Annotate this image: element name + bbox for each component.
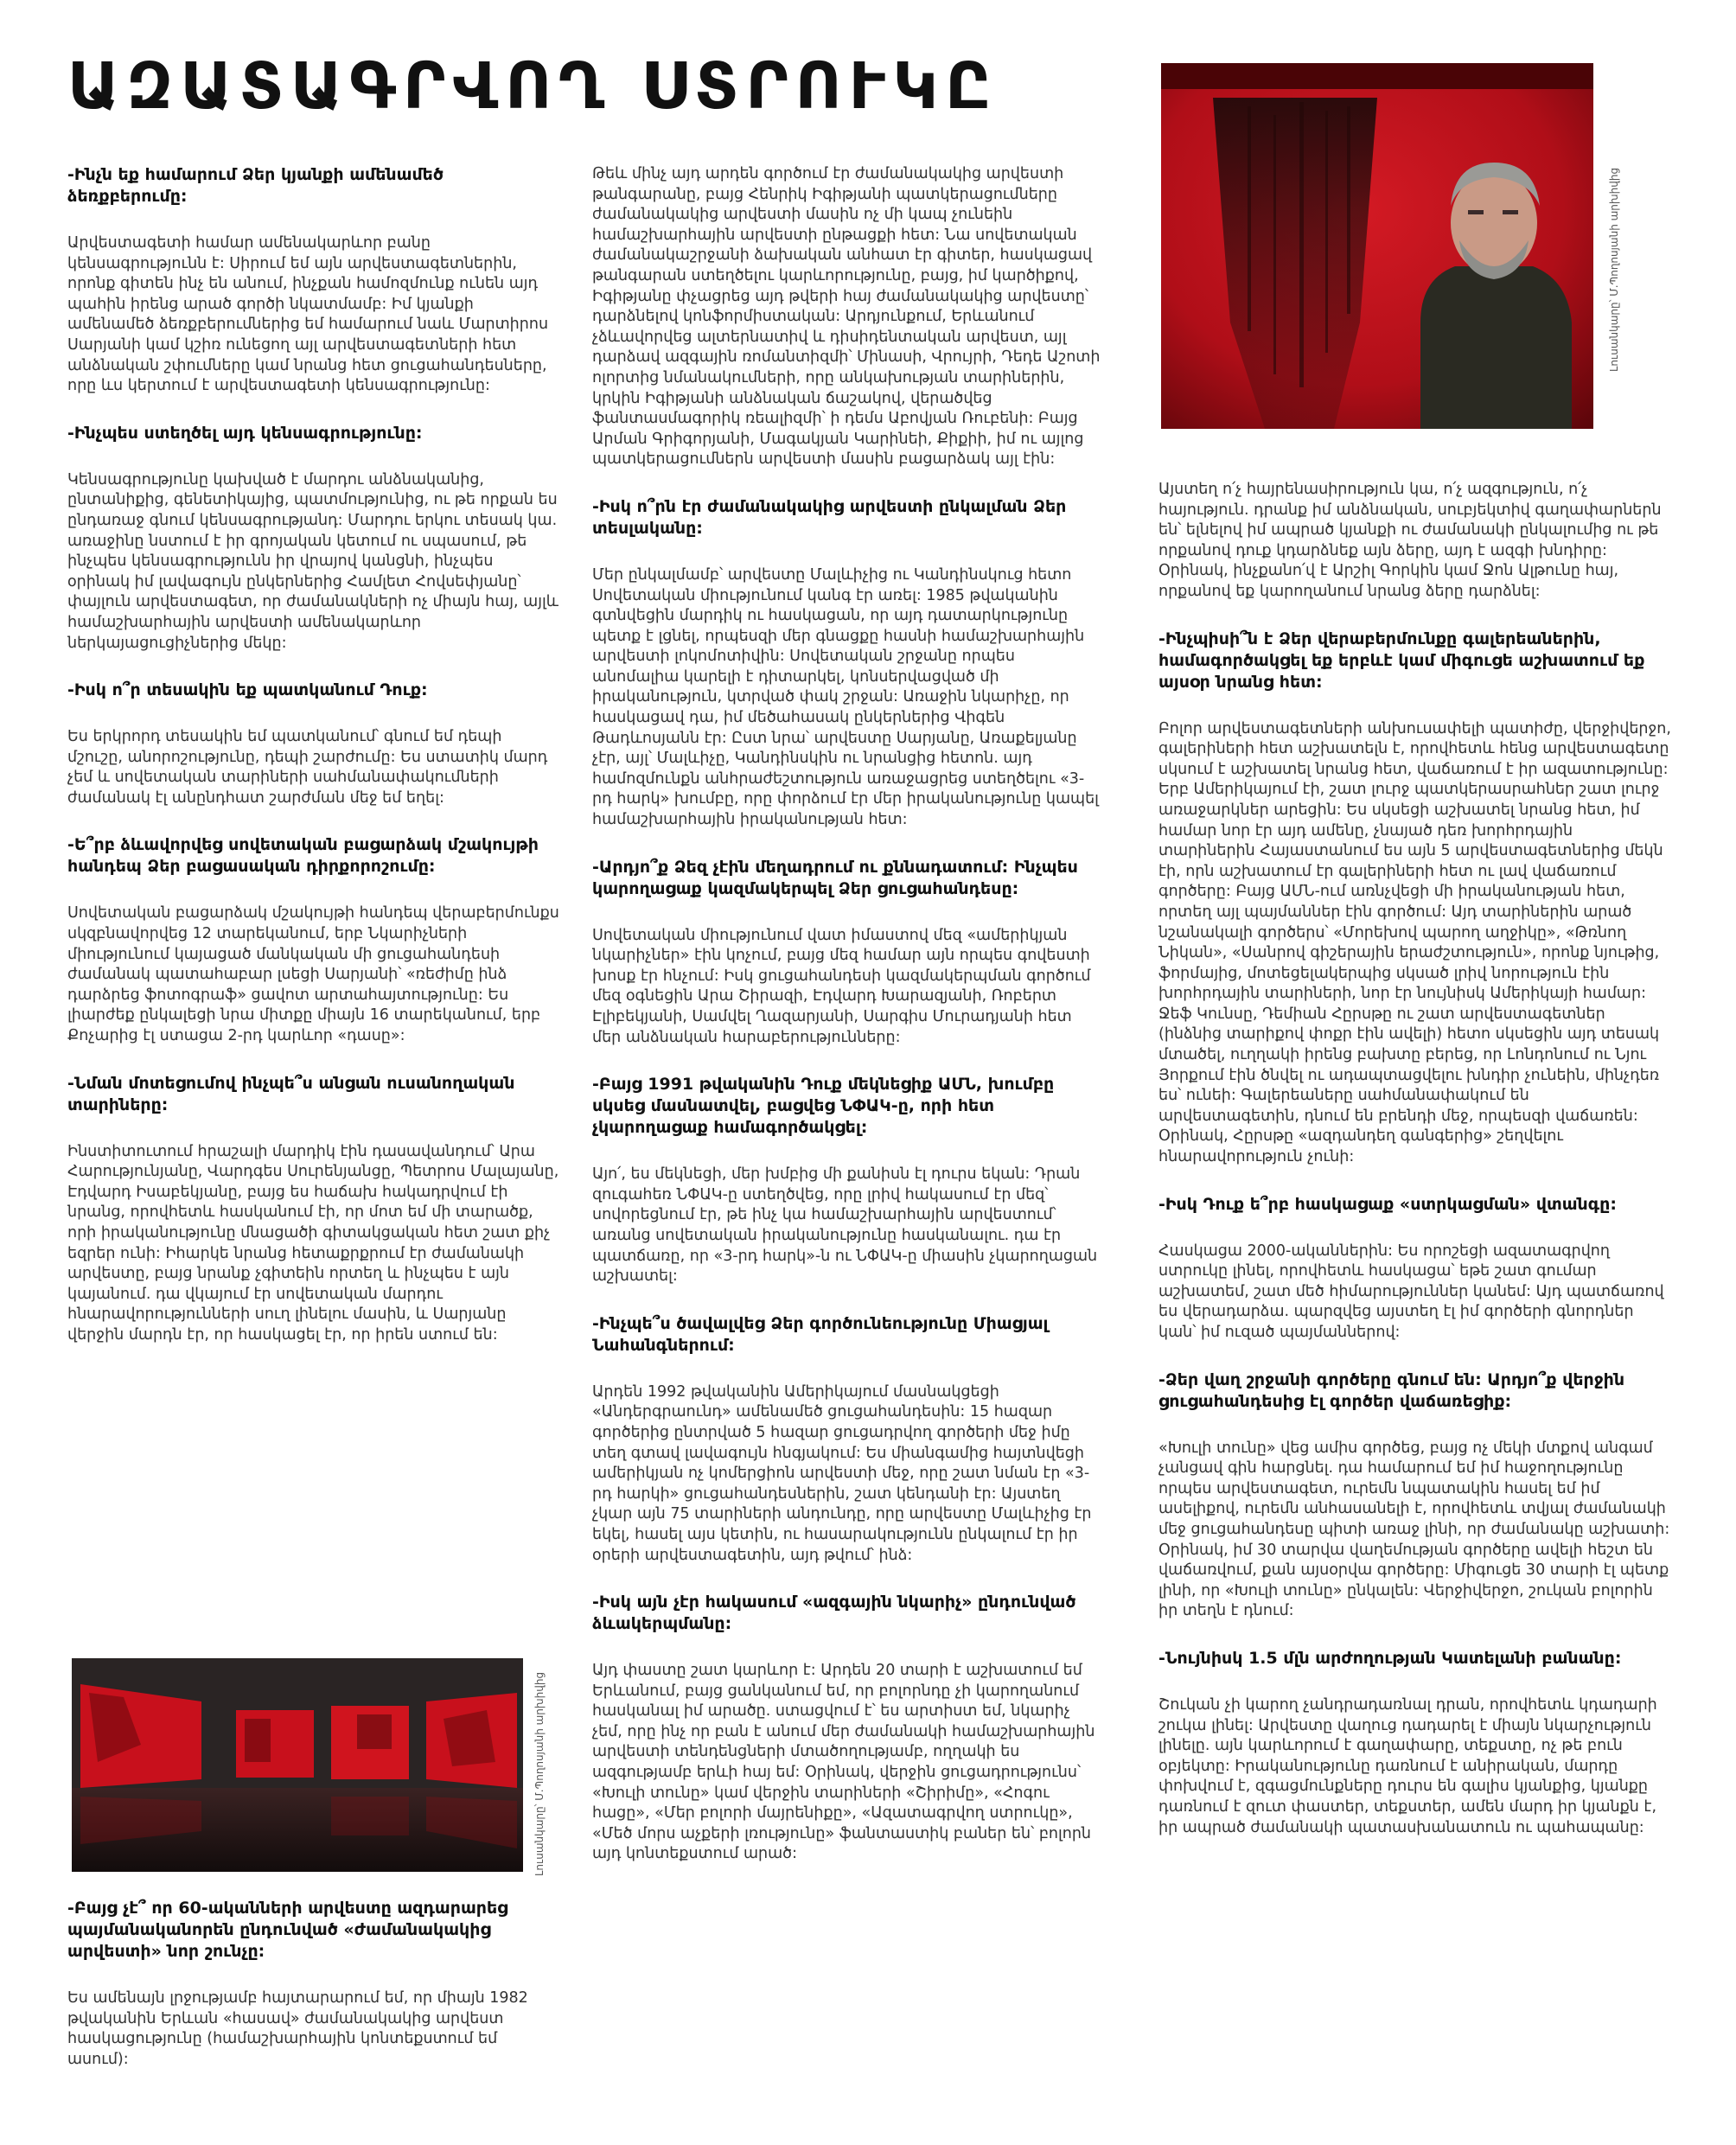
answer: Այստեղ ո՛չ հայրենասիրություն կա, ո՛չ ազգություն, ո՛չ հայություն. դրանք իմ անձնական, սուբյեկտիվ գաղափարներն են՝ ելնելով իմ ապրած կյանքի ու ժամանակի ընկալումից ու թե որքանով դուք կդարձնեք այն ձերը, այդ է ազգի խնդիրը: Օրինակ, ինչքանո՛վ է Արշիլ Գորկին կամ Ջոն Ալթունը հայ, որքանով եք կարողանում նրանց ձերը դարձնել: [1158, 481, 1662, 600]
answer: Թեև մինչ այդ արդեն գործում էր ժամանակակից արվեստի թանգարանը, բայց Հենրիկ Իգիթյանի պատկերացումները ժամանակակից արվեստի մասին ոչ մի կապ չունեին համաշխարհային արվեստի ընթացքի հետ: Նա սովետական ժամանակաշրջանի ձախական անհատ էր գիտեր, հասկացավ թանգարան ստեղծելու կարևորությունը, բայց, իմ կարծիքով, Իգիթյանը փչացրեց այդ թվերի հայ ժամանակակից արվեստը՝ դարձնելով կոնֆորմիստական: Արդյունքում, Երևանում չձևավորվեց ալտերնատիվ և դիսիդենտական արվեստ, այլ դարձավ ազգային ռոմանտիզմի՝ Մինասի, Վրույրի, Դեդե Աշոտի ոլորտից նմանակումների, որը անկախության տարիներին, կրկին Իգիթյանի անձնական ճաշակով, վերածվեց ֆանտասմագորիկ ռեալիզմի՝ ի դեմս Աբովյան Ռուբենի: Բայց Արման Գրիգորյանի, Մագակյան Կարինեի, Քիքիի, իմ ու այլոց պատկերացումներն արվեստի մասին բացարձակ այլ էին: [592, 165, 1101, 469]
question: -Արդյո՞ք Ձեզ չէին մեղադրում ու քննադատում: Ինչպես կարողացաք կազմակերպել Ձեր ցուցահանդեսը: [592, 857, 1078, 898]
qa-block [67, 423, 560, 654]
question: -Իսկ այն չէր հակասում «ազգային նկարիչ» ընդունված ձևակերպմանը: [592, 1593, 1076, 1634]
qa-block [592, 1313, 1102, 1566]
answer: Սովետական միությունում վատ իմաստով մեզ «ամերիկյան նկարիչներ» էին կոչում, բայց մեզ համար այն որպես գովեստի խոսք էր հնչում: Իսկ ցուցահանդեսի կազմակերպման գործում մեզ օգնեցին Արա Շիրազի, Էդվարդ Խարազյանի, Ռոբերտ Էլիբեկյանի, Սամվել Ղազարյանի, Սարգիս Մուրադյանի հետ մեր անձնական հարաբերությունները: [592, 926, 1091, 1046]
qa-block [67, 1073, 560, 1346]
gallery-photo-caption: Լուսանկարը՝ Մ.Պողոսյանի արխիվից [533, 1671, 546, 1876]
answer: Այդ փաստը շատ կարևոր է: Արդեն 20 տարի է աշխատում եմ Երևանում, բայց ցանկանում եմ, որ բոլորնդը չի կարողանում հասկանալ իմ արածը. ստացվում է՝ ես արտիստ եմ, նկարիչ չեմ, որը ինչ որ բան է անում մեր ժամանակի համաշխարհային արվեստի տենդենցների մտածողությամբ, ողղակի ես ազգությամբ երևի հայ եմ: Օրինակ, վերջին ցուցադրությունս՝ «Խուլի տունը» կամ վերջին տարիների «Շիրիմը», «Հոգու հացը», «Մեր բոլորի մայրենիքը», «Ազատագրվող ստրուկը», «Մեծ մորս աչքերի լռությունը» ֆանտաստիկ բաներ են՝ բոլորն այդ կոնտեքստում արած: [592, 1662, 1095, 1863]
artist-portrait-photo [1161, 63, 1593, 429]
question: -Նույնիսկ 1.5 մլն արժողության Կատելանի բանանը: [1158, 1648, 1622, 1668]
qa-block [592, 1592, 1102, 1865]
question: -Բայց չէ՞ որ 60-ականների արվեստը ազդարարեց պայմանականորեն ընդունված «ժամանակակից արվեստի» նոր շունչը: [67, 1899, 508, 1961]
answer: Այո՛, ես մեկնեցի, մեր խմբից մի քանիսն էլ դուրս եկան: Դրան զուգահեռ ՆՓԱԿ-ը ստեղծվեց, որը լրիվ հակասում էր մեզ՝ սովորեցնում էր, թե ինչ կա համաշխարհային արվեստում՝ առանց սովետական իրականությունը հասկանալու. դա էր պատճառը, որ «3-րդ հարկ»-ն ու ՆՓԱԿ-ը միասին չկարողացան աշխատել: [592, 1165, 1098, 1286]
qa-block [592, 857, 1102, 1049]
qa-block [1158, 1648, 1673, 1838]
question: -Իսկ ո՞ր տեսակին եք պատկանում Դուք: [67, 680, 428, 700]
answer: Արվեստագետի համար ամենակարևոր բանը կենսագրությունն է: Սիրում եմ այն արվեստագետներին, որոնք գիտեն ինչ են անում, ինչքան համոզմունք ունեն այդ պահին իրենց արած գործի նկատմամբ: Իմ կյանքի ամենամեծ ձեռքբերումներից եմ համարում նաև Մարտիրոս Սարյանի կամ կշիռ ունեցող այլ արվեստագետների հետ անձնական շփումները կամ նրանց հետ ցուցահանդեսները, որը ևս կերտում է արվեստագետի կենսագրությունը: [67, 234, 549, 395]
answer: Ինստիտուտում հրաշալի մարդիկ էին դասավանդում՝ Արա Հարությունյանը, Վարդգես Սուրենյանցը, Պետրոս Մալայանը, Էդվարդ Իսաբեկյանը, բայց ես հաճախ հակադրվում էի նրանց, որովհետև հասկանում էի, որ մոտ եմ մի տարածք, որի իրականությունը մնացածի գիտակցական հետ շատ քիչ եզրեր ունի: Իհարկե նրանց հետաքրքրում էր ժամանակի արվեստը, բայց նրանք չգիտեին որտեղ և ինչպես է այն կայանում. դա վկայում էր սովետական մարդու հնարավորությունների սուղ լինելու մասին, և Սարյանը վերջին մարդն էր, որ հասկացել էր, որ իրեն ստում են: [67, 1142, 559, 1344]
qa-block [1158, 629, 1673, 1168]
gallery-photo [72, 1658, 523, 1872]
qa-block [1158, 1194, 1673, 1344]
answer: Արդեն 1992 թվականին Ամերիկայում մասնակցեցի «Անդերգրաունդ» ամենամեծ ցուցահանդեսին: 15 հազար գործերից ընտրված 5 հազար ցուցադրվող գործերի մեջ իմը տեղ գտավ լավագույն հնգյակում: Ես միանգամից հայտնվեցի ամերիկյան ոչ կոմերցիոն արվեստի մեջ, որը շատ նման էր «3-րդ հարկի» ցուցահանդեսներին, շատ կենդանի էր: Այստեղ չկար այն 75 տարիների անդունդը, որը արվեստը Մալևիչից էր եկել, հասել այս կետին, ու հասարակությունն ընկալում էր իր օրերի արվեստագետին, այդ թվում՝ ինձ: [592, 1382, 1092, 1564]
question: -Ինչն եք համարում Ձեր կյանքի ամենամեծ ձեռքբերումը: [67, 165, 444, 206]
question: -Ե՞րբ ձևավորվեց սովետական բացարձակ մշակույթի հանդեպ Ձեր բացասական դիրքորոշումը: [67, 835, 539, 877]
qa-block [592, 164, 1102, 470]
qa-block [1158, 480, 1673, 603]
answer: Սովետական բացարձակ մշակույթի հանդեպ վերաբերմունքս սկզբնավորվեց 12 տարեկանում, երբ Նկարիչների միությունում կայացած մանկական մի ցուցահանդեսի ժամանակ պատահաբար լսեցի Սարյանի՝ «ռեժիմը ինձ դարձրեց ֆոտոգրաֆ» ցավոտ արտահայտությունը: Ես լիարժեք ընկալեցի նրա միտքը միայն 16 տարեկանում, երբ Քոչարից էլ ստացա 2-րդ կարևոր «դասը»: [67, 904, 559, 1045]
answer: Կենսագրությունը կախված է մարդու անձնականից, ընտանիքից, գենետիկայից, պատմությունից, ու թե որքան ես ընդառաջ գնում կենսագրությանդ: Մարդու երկու տեսակ կա. առաջինը նստում է իր գրոյական կետում ու սպասում, թե ինչպես կենսագրությունն իր վրայով կանցնի, ինչպես օրինակ իմ լավագույն ընկերներից Համլետ Հովսեփյանը՝ փայլուն արվեստագետ, որ ժամանակների ոչ միայն հայ, այլև համաշխարհային արվեստի ամենակարևոր ներկայացուցիչներից մեկը: [67, 470, 558, 652]
question: -Ձեր վաղ շրջանի գործերը գնում են: Արդյո՞ք վերջին ցուցահանդեսից էլ գործեր վաճառեցիք: [1158, 1369, 1625, 1411]
article-column-2 [592, 164, 1102, 2092]
question: -Ինչպիսի՞ն է Ձեր վերաբերմունքը գալերեաներին, համագործակցել եք երբևէ կամ միգուցե աշխատում եք այսօր նրանց հետ: [1158, 629, 1645, 692]
question: -Իսկ Դուք ե՞րբ հասկացաք «ստրկացման» վտանգը: [1158, 1194, 1617, 1214]
article-title: ԱԶԱՏԱԳՐՎՈՂ ՍՏՐՈՒԿԸ [67, 49, 999, 124]
portrait-photo-caption: Լուսանկարը՝ Մ.Պողոսյանի արխիվից [1608, 167, 1620, 372]
answer: Մեր ընկալմամբ՝ արվեստը Մալևիչից ու Կանդինսկուց հետո Սովետական միությունում կանգ էր առել: 1985 թվականին գտնվեցին մարդիկ ու հասկացան, որ այդ դատարկությունը պետք է լցնել, որպեսզի մեր գնացքը հասնի համաշխարհային արվեստի լոկոմոտիվին: Սովետական շրջանը որպես անոմալիա կարելի է դիտարկել, կոնսերվացված մի իրականություն, կտրված փակ շրջան: Առաջին նկարիչը, որ հասկացավ դա, իմ մեծահասակ ընկերներից Վիգեն Թադևոսյանն էր: Ըստ նրա՝ արվեստը Սարյանը, Առաքելյանը չէր, այլ՝ Մալևիչը, Կանդինսկին ու նրանցից հետոն. այդ համոզմունքն անհրաժեշտություն առաջացրեց ստեղծելու «3-րդ հարկ» խումբը, որը փորձում էր մեր իրականությունը կապել համաշխարհային իրականության հետ: [592, 565, 1099, 829]
answer: Բոլոր արվեստագետների անխուսափելի պատիժը, վերջիվերջո, գալերիների հետ աշխատելն է, որովհետև հենց արվեստագետը սկսում է աշխատել նրանց հետ, վաճառում է իր ազատությունը: Երբ Ամերիկայում էի, շատ լուրջ պատկերասրահներ շատ լուրջ առաջարկներ արեցին: Ես սկսեցի աշխատել նրանց հետ, իմ համար նոր էր այդ ամենը, չնայած դեռ խորհրդային տարիներին Հայաստանում ես այն 5 արվեստագետներից մեկն էի, որն աշխատում էր գալերիների հետ ու լավ վաճառում գործերը: Բայց ԱՄՆ-ում առնչվեցի մի իրականության հետ, որտեղ այլ պայմաններ էին գործում: Այդ տարիներին արած նշանակալի գործերս՝ «Մորեխով պարող աղջիկը», «Թռնող Նիկան», «Սանրով գիշերային երաժշտություն», որոնք նյութից, ֆորմայից, մոտեցելակերպից սկսած լրիվ նորություն էին խորհրդային տարիների, նոր էր նույնիսկ Ամերիկայի համար: Ջեֆ Կունսը, Դեմիան Հըրսթը ու շատ արվեստագետներ (ինձնից տարիքով փոքր էին ավելի) հետո սկսեցին այդ տեսակ մտածել, ուղղակի իրենց բախտը բերեց, որ Լոնդոնում ու Նյու Յորքում էին ծնվել ու ադապտացվելու խնդիր չունեին, մինչդեռ ես՝ ունեի: Գալերեաները սահմանափակում են արվեստագետին, դնում են բրենդի մեջ, որպեսզի վաճառեն: Օրինակ, Հըրսթը «ազդանդեղ գանգերից» շեղվելու հնարավորություն չունի: [1158, 719, 1671, 1166]
question: -Իսկ ո՞րն էր ժամանակակից արվեստի ընկալման Ձեր տեսլականը: [592, 496, 1067, 538]
question: -Բայց 1991 թվականին Դուք մեկնեցիք ԱՄՆ, խումբը սկսեց մասնատվել, բացվեց ՆՓԱԿ-ը, որի հետ չկարողացաք համագործակցել: [592, 1075, 1055, 1138]
question: -Ինչպե՞ս ծավալվեց Ձեր գործունեությունը Միացյալ Նահանգներում: [592, 1313, 1049, 1355]
question: -Ինչպես ստեղծել այդ կենսագրությունը: [67, 423, 423, 443]
answer: Հասկացա 2000-ականներին: Ես որոշեցի ազատագրվող ստրուկը լինել, որովհետև հասկացա՝ եթե շատ գումար աշխատեմ, շատ մեծ հիմարություններ կանեմ: Այդ պատճառով ես վերադարձա. պարզվեց այստեղ էլ իմ գործերի գնորդներ կան՝ իմ ուզած պայմաններով: [1158, 1242, 1664, 1341]
answer: Ես ամենայն լրջությամբ հայտարարում եմ, որ միայն 1982 թվականին Երևան «հասավ» ժամանակակից արվեստ հասկացությունը (համաշխարհային կոնտեքստում եմ ասում): [67, 1989, 528, 2068]
qa-block [67, 680, 560, 808]
qa-block [592, 1074, 1102, 1287]
answer: Ես երկրորդ տեսակին եմ պատկանում՝ գնում եմ դեպի մշուշը, անորոշությունը, դեպի շարժումը: Ես ստատիկ մարդ չեմ և սովետական տարիների սահմանափակումների ժամանակ էլ անընդհատ շարժման մեջ եմ եղել: [67, 728, 548, 807]
qa-block [67, 1898, 560, 2070]
qa-block [67, 164, 560, 397]
answer: «Խուլի տունը» վեց ամիս գործեց, բայց ոչ մեկի մտքով անգամ չանցավ գին հարցնել. դա համարում եմ իմ հաջողությունը որպես արվեստագետ, ուրեմն նպատակին հասել եմ իմ ասելիքով, ուրեմն անհասանելի է, որովհետև տվյալ ժամանակի մեջ ցուցահանդեսը պիտի առաջ լինի, որ ժամանակը աշխատի: Օրինակ, իմ 30 տարվա վաղեմության գործերը ավելի հեշտ են վաճառվում, քան այսօրվա գործերը: Միգուցե 30 տարի էլ պետք լինի, որ «Խուլի տունը» ընկալեն: Վերջիվերջո, շուկան բոլորին իր տեղն է դնում: [1158, 1439, 1670, 1620]
qa-block [67, 834, 560, 1046]
qa-block [592, 496, 1102, 831]
question: -Նման մոտեցումով ինչպե՞ս անցան ուսանողական տարիները: [67, 1073, 515, 1114]
article-column-1-continued [67, 1898, 560, 2131]
qa-block [1158, 1369, 1673, 1622]
article-column-3 [1158, 480, 1673, 2032]
answer: Շուկան չի կարող չանդրադառնալ դրան, որովհետև կդադարի շուկա լինել: Արվեստը վաղուց դադարել է միայն նկարչություն լինելը. այն կարևորում է գաղափարը, տեքստը, ոչ թե բուն օբյեկտը: Իրականությունը դառնում է անիրական, մարդը փոխվում է, զգացմունքները դուրս են գալիս կյանքից, կյանքը դառնում է զուտ փաստեր, տեքստեր, ամեն մարդ իր կյանքն է, իր ապրած ժամանակի պատասխանատուն ու պահապանը: [1158, 1695, 1657, 1836]
